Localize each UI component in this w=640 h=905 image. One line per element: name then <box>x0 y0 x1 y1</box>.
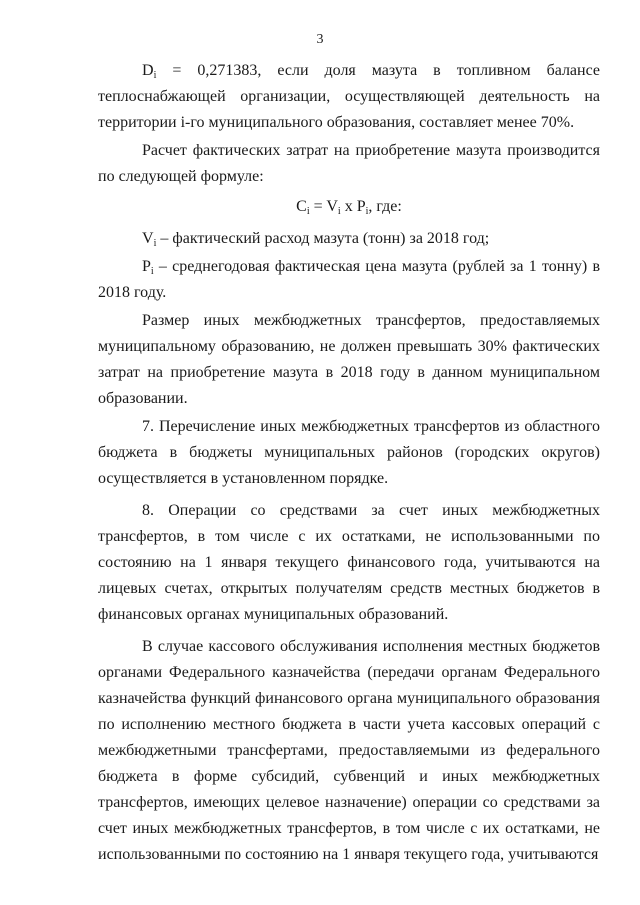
text-run: Размер иных межбюджетных трансфертов, предоставляемых муниципальному образованию, не должен превышать 30% фактических затрат на приобретение мазута в 2018 году в данном муниципальном образовании. <box>98 312 600 407</box>
subscript-index: i <box>153 238 157 249</box>
paragraph-dividing-coefficient <box>98 58 600 136</box>
paragraph-transfer-limit <box>98 308 600 412</box>
subscript-index: i <box>306 206 310 217</box>
subscript-index: i <box>150 266 154 277</box>
text-run: C <box>296 198 307 215</box>
text-run: – среднегодовая фактическая цена мазута (рублей за 1 тонну) в 2018 году. <box>98 258 600 301</box>
text-run: 8. Операции со средствами за счет иных межбюджетных трансфертов, в том числе с их остатками, не использованными по состоянию на 1 января текущего финансового года, учитываются на лицевых счетах, открытых получателям средств местных бюджетов в финансовых органах муниципальных образований. <box>98 502 600 623</box>
text-run: Расчет фактических затрат на приобретение мазута производится по следующей формуле: <box>98 142 600 185</box>
paragraph-cost-calculation-intro <box>98 138 600 190</box>
paragraph-item-7 <box>98 414 600 492</box>
paragraph-treasury-servicing <box>98 634 600 868</box>
subscript-index: i <box>337 206 341 217</box>
text-run: x P <box>340 198 366 215</box>
subscript-index: i <box>153 70 157 81</box>
cost-formula <box>98 194 600 220</box>
document-body <box>98 58 600 870</box>
page-number: 3 <box>316 32 324 47</box>
text-run: V <box>142 230 154 247</box>
text-run: В случае кассового обслуживания исполнения местных бюджетов органами Федерального казначейства (передачи органам Федерального казначейства функций финансового органа муниципального образования по исполнению местного бюджета в части учета кассовых операций с межбюджетными трансфертами, предоставляемыми из федерального бюджета в форме субсидий, субвенций и иных межбюджетных трансфертов, имеющих целевое назначение) операции со средствами за счет иных межбюджетных трансфертов, в том числе с их остатками, не использованными по состоянию на 1 января текущего года, учитываются <box>98 638 600 863</box>
text-run: , где: <box>368 198 402 215</box>
text-run: 7. Перечисление иных межбюджетных трансфертов из областного бюджета в бюджеты муниципальных районов (городских округов) осуществляется в установленном порядке. <box>98 418 600 487</box>
text-run: D <box>142 62 154 79</box>
subscript-index: i <box>365 206 369 217</box>
paragraph-item-8 <box>98 498 600 628</box>
paragraph-volume-definition <box>98 226 600 252</box>
text-run: – фактический расход мазута (тонн) за 2018 год; <box>156 230 490 247</box>
text-run: = V <box>309 198 338 215</box>
paragraph-price-definition <box>98 254 600 306</box>
text-run: = 0,271383, если доля мазута в топливном балансе теплоснабжающей организации, осуществляющей деятельность на территории i-го муниципального образования, составляет менее 70%. <box>98 62 600 131</box>
text-run: P <box>142 258 151 275</box>
